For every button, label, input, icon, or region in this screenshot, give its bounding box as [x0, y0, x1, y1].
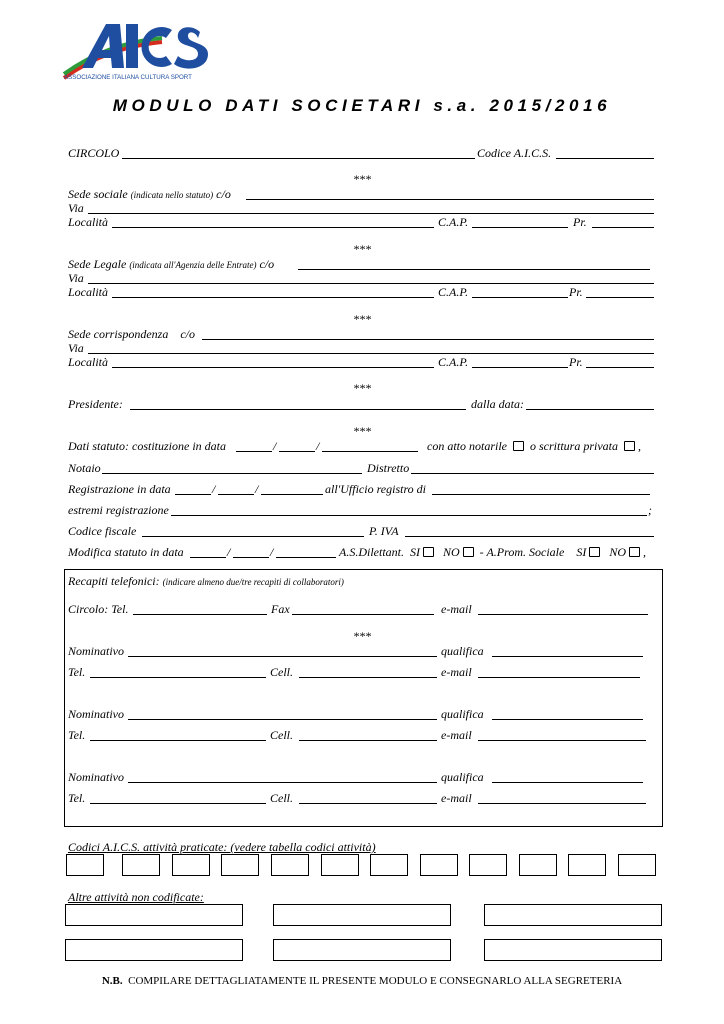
- circolo-tel-label: Circolo: Tel.: [68, 602, 129, 616]
- circolo-label: CIRCOLO: [68, 146, 120, 160]
- ufficio-label: all'Ufficio registro di: [325, 482, 427, 496]
- qualifica-label: qualifica: [441, 644, 484, 658]
- email-field[interactable]: [478, 740, 646, 741]
- sede-sociale-via-label: Via: [68, 201, 84, 215]
- sede-corrispondenza-localita-label: Località: [68, 355, 109, 369]
- circolo-email-label: e-mail: [441, 602, 472, 616]
- sede-legale-localita-field[interactable]: [112, 297, 434, 298]
- asd-si-checkbox[interactable]: [423, 547, 434, 557]
- page-title: MODULO DATI SOCIETARI s.a. 2015/2016: [112, 96, 612, 115]
- codice-attivita-box[interactable]: [618, 854, 656, 876]
- altra-attivita-box[interactable]: [65, 939, 243, 961]
- registrazione-label: Registrazione in data: [68, 482, 171, 496]
- costituzione-year-field[interactable]: [322, 451, 418, 452]
- codice-attivita-box[interactable]: [66, 854, 104, 876]
- sede-sociale-pr-label: Pr.: [573, 215, 587, 229]
- separator-stars: ***: [353, 629, 371, 643]
- fax-label: Fax: [271, 602, 290, 616]
- costituzione-month-field[interactable]: [279, 451, 315, 452]
- tel-field[interactable]: [90, 803, 266, 804]
- date-slash: /: [273, 439, 277, 453]
- sede-corrispondenza-via-label: Via: [68, 341, 84, 355]
- presidente-dalla-field[interactable]: [526, 409, 654, 410]
- registrazione-month-field[interactable]: [218, 494, 254, 495]
- qualifica-field[interactable]: [492, 656, 643, 657]
- date-slash: /: [270, 545, 274, 559]
- altra-attivita-box[interactable]: [273, 939, 451, 961]
- sede-corrispondenza-pr-field[interactable]: [586, 367, 654, 368]
- modifica-day-field[interactable]: [190, 557, 226, 558]
- sede-sociale-cap-field[interactable]: [472, 227, 568, 228]
- registrazione-year-field[interactable]: [261, 494, 323, 495]
- piva-label: P. IVA: [369, 524, 399, 538]
- recapiti-title: Recapiti telefonici: (indicare almeno due/tre recapiti di collaboratori): [68, 574, 344, 588]
- codice-attivita-box[interactable]: [172, 854, 210, 876]
- sede-sociale-localita-field[interactable]: [112, 227, 434, 228]
- footer-note: N.B. COMPILARE DETTAGLIATAMENTE IL PRESENTE MODULO E CONSEGNARLO ALLA SEGRETERIA: [101, 975, 623, 987]
- sede-corrispondenza-via-field[interactable]: [88, 353, 654, 354]
- sede-corrispondenza-cap-label: C.A.P.: [438, 355, 469, 369]
- sede-corrispondenza-label: Sede corrispondenza c/o: [68, 327, 195, 341]
- fax-field[interactable]: [292, 614, 434, 615]
- sede-legale-pr-field[interactable]: [586, 297, 654, 298]
- sede-sociale-cap-label: C.A.P.: [438, 215, 469, 229]
- presidente-label: Presidente:: [68, 397, 123, 411]
- codice-aics-label: Codice A.I.C.S.: [477, 146, 552, 160]
- estremi-field[interactable]: [171, 515, 647, 516]
- sede-corrispondenza-cap-field[interactable]: [472, 367, 568, 368]
- notaio-field[interactable]: [102, 473, 362, 474]
- aics-logo: [62, 18, 212, 86]
- altra-attivita-box[interactable]: [484, 904, 662, 926]
- circolo-field[interactable]: [122, 158, 475, 159]
- codice-fiscale-label: Codice fiscale: [68, 524, 137, 538]
- nominativo-label: Nominativo: [68, 770, 124, 784]
- privata-checkbox[interactable]: [624, 441, 635, 451]
- sede-legale-cap-field[interactable]: [472, 297, 568, 298]
- email-label: e-mail: [441, 665, 472, 679]
- sede-sociale-via-field[interactable]: [88, 213, 654, 214]
- altre-attivita-label: Altre attività non codificate:: [68, 890, 204, 904]
- aps-no-checkbox[interactable]: [629, 547, 640, 557]
- qualifica-field[interactable]: [492, 719, 643, 720]
- sede-sociale-co-field[interactable]: [246, 199, 654, 200]
- tel-label: Tel.: [68, 665, 86, 679]
- modifica-month-field[interactable]: [233, 557, 269, 558]
- circolo-email-field[interactable]: [478, 614, 648, 615]
- codice-attivita-box[interactable]: [420, 854, 458, 876]
- costituzione-label: Dati statuto: costituzione in data: [68, 439, 226, 453]
- date-slash: /: [212, 482, 216, 496]
- codice-attivita-box[interactable]: [568, 854, 606, 876]
- separator-stars: ***: [353, 242, 371, 256]
- presidente-dalla-label: dalla data:: [471, 397, 524, 411]
- sede-corrispondenza-pr-label: Pr.: [569, 355, 583, 369]
- estremi-label: estremi registrazione: [68, 503, 169, 517]
- date-slash: /: [227, 545, 231, 559]
- sede-sociale-pr-field[interactable]: [592, 227, 654, 228]
- sede-corrispondenza-localita-field[interactable]: [112, 367, 434, 368]
- tel-field[interactable]: [90, 740, 266, 741]
- presidente-field[interactable]: [130, 409, 466, 410]
- codice-attivita-box[interactable]: [321, 854, 359, 876]
- circolo-tel-field[interactable]: [133, 614, 267, 615]
- altra-attivita-box[interactable]: [273, 904, 451, 926]
- nominativo-field[interactable]: [128, 656, 437, 657]
- modifica-label: Modifica statuto in data: [68, 545, 184, 559]
- asd-options: A.S.Dilettant. SI NO - A.Prom. Sociale SI NO ,: [339, 545, 646, 559]
- sede-legale-localita-label: Località: [68, 285, 109, 299]
- cell-label: Cell.: [270, 728, 293, 742]
- cell-field[interactable]: [299, 803, 437, 804]
- notarile-option: con atto notarile o scrittura privata ,: [427, 439, 642, 453]
- codice-attivita-box[interactable]: [122, 854, 160, 876]
- cell-field[interactable]: [299, 740, 437, 741]
- nominativo-field[interactable]: [128, 719, 437, 720]
- codice-fiscale-field[interactable]: [142, 536, 364, 537]
- cell-field[interactable]: [299, 677, 437, 678]
- sede-corrispondenza-co-field[interactable]: [202, 339, 654, 340]
- nominativo-field[interactable]: [128, 782, 437, 783]
- distretto-label: Distretto: [367, 461, 410, 475]
- email-label: e-mail: [441, 728, 472, 742]
- qualifica-label: qualifica: [441, 707, 484, 721]
- asd-no-checkbox[interactable]: [463, 547, 474, 557]
- nominativo-label: Nominativo: [68, 644, 124, 658]
- separator-stars: ***: [353, 312, 371, 326]
- separator-stars: ***: [353, 381, 371, 395]
- qualifica-label: qualifica: [441, 770, 484, 784]
- ufficio-field[interactable]: [432, 494, 650, 495]
- semicolon: ;: [648, 503, 652, 517]
- codice-attivita-box[interactable]: [370, 854, 408, 876]
- modifica-year-field[interactable]: [276, 557, 336, 558]
- tel-label: Tel.: [68, 791, 86, 805]
- date-slash: /: [316, 439, 320, 453]
- cell-label: Cell.: [270, 791, 293, 805]
- aps-si-checkbox[interactable]: [589, 547, 600, 557]
- email-field[interactable]: [478, 677, 640, 678]
- recapiti-box: [64, 569, 663, 827]
- sede-legale-label: Sede Legale (indicata all'Agenzia delle Entrate) c/o: [68, 257, 275, 271]
- distretto-field[interactable]: [411, 473, 654, 474]
- altra-attivita-box[interactable]: [484, 939, 662, 961]
- sede-sociale-label: Sede sociale (indicata nello statuto) c/o: [68, 187, 231, 201]
- nominativo-label: Nominativo: [68, 707, 124, 721]
- piva-field[interactable]: [405, 536, 654, 537]
- sede-legale-via-label: Via: [68, 271, 84, 285]
- tel-field[interactable]: [90, 677, 266, 678]
- email-label: e-mail: [441, 791, 472, 805]
- tel-label: Tel.: [68, 728, 86, 742]
- email-field[interactable]: [478, 803, 646, 804]
- costituzione-day-field[interactable]: [236, 451, 272, 452]
- codice-attivita-box[interactable]: [519, 854, 557, 876]
- codice-attivita-box[interactable]: [221, 854, 259, 876]
- qualifica-field[interactable]: [492, 782, 643, 783]
- codice-aics-field[interactable]: [556, 158, 654, 159]
- codice-attivita-box[interactable]: [469, 854, 507, 876]
- sede-legale-pr-label: Pr.: [569, 285, 583, 299]
- codice-attivita-box[interactable]: [271, 854, 309, 876]
- date-slash: /: [255, 482, 259, 496]
- logo-subtitle: ASSOCIAZIONE ITALIANA CULTURA SPORT: [64, 74, 192, 81]
- registrazione-day-field[interactable]: [175, 494, 211, 495]
- cell-label: Cell.: [270, 665, 293, 679]
- notarile-checkbox[interactable]: [513, 441, 524, 451]
- notaio-label: Notaio: [68, 461, 101, 475]
- separator-stars: ***: [353, 172, 371, 186]
- altra-attivita-box[interactable]: [65, 904, 243, 926]
- sede-legale-co-field[interactable]: [298, 269, 650, 270]
- sede-legale-via-field[interactable]: [88, 283, 654, 284]
- sede-legale-cap-label: C.A.P.: [438, 285, 469, 299]
- codici-label: Codici A.I.C.S. attività praticate: (vedere tabella codici attività): [68, 840, 376, 854]
- sede-sociale-localita-label: Località: [68, 215, 109, 229]
- separator-stars: ***: [353, 424, 371, 438]
